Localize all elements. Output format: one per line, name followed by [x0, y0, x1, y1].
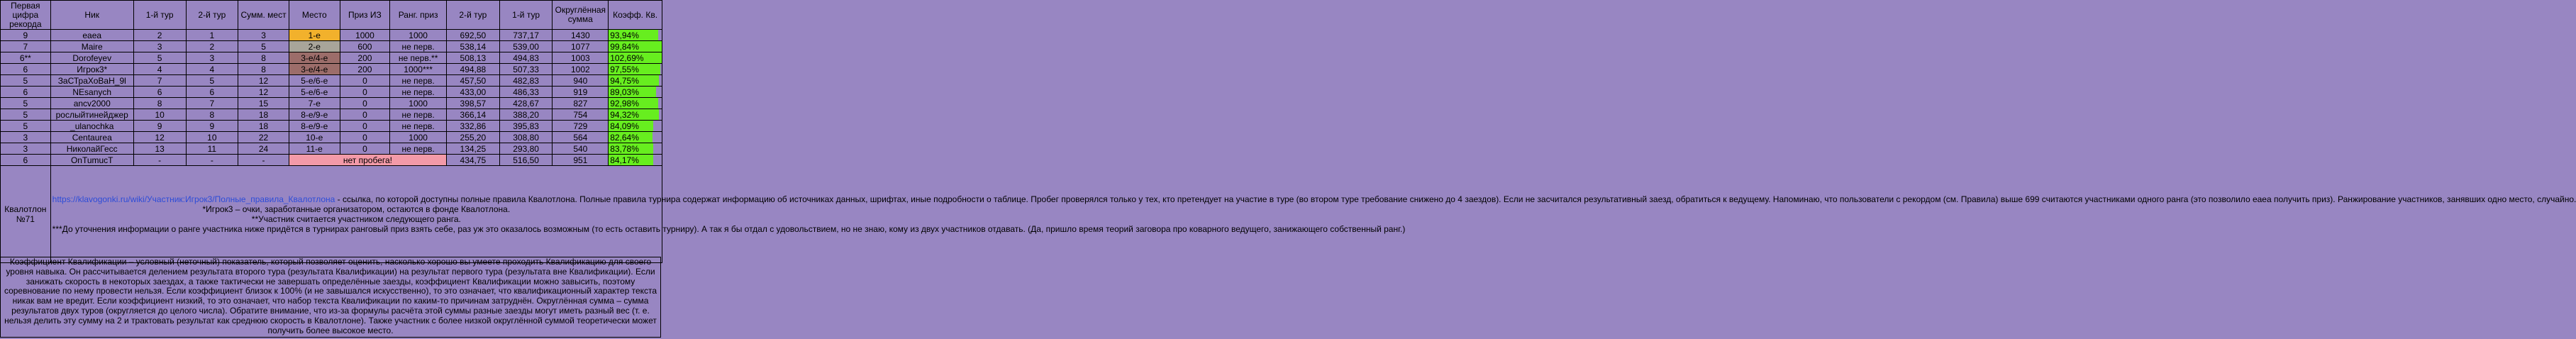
- prize: 0: [340, 87, 390, 98]
- note-1: *Игрок3 – очки, заработанные организатором, остаются в фонде Квалотлона.: [202, 204, 511, 214]
- record-digit: 3: [1, 132, 51, 143]
- rules-description: - ссылка, по которой доступны полные правила Квалотлона. Полные правила турнира содержат информацию об источниках данных, шрифтах, иные подробности о таблице. Пробег проверялся только у тех, кто претендует на участие в туре (во втором туре требование снижено до 4 заездов). Если не засчитался результативный заезд, обратиться к ведущему. Напоминаю, что пользователи с рекордом (см. Правила) выше 699 считаются участниками одного ранга (это позволило eaea получить приз). Ранжирование участников, занявших одно место, случайно.: [335, 194, 2576, 204]
- nickname: _ulanochka: [50, 121, 133, 132]
- rank-prize: не перв.: [390, 109, 447, 121]
- table-row: [1, 52, 662, 64]
- ratio-value: 82,64%: [610, 132, 639, 143]
- rank-prize: не перв.: [390, 75, 447, 87]
- tour1-result: 494,83: [499, 52, 553, 64]
- tour2-place: 2: [186, 41, 238, 52]
- rounded-sum: 951: [553, 155, 609, 166]
- tour1-place: 6: [133, 87, 186, 98]
- rank-prize: 1000: [390, 98, 447, 109]
- tour1-place: 9: [133, 121, 186, 132]
- ratio-cell: [609, 30, 662, 41]
- table-row: [1, 98, 662, 109]
- record-digit: 7: [1, 41, 51, 52]
- record-digit: 5: [1, 109, 51, 121]
- no-run-notice: нет пробега!: [289, 155, 446, 166]
- tour2-place: 6: [186, 87, 238, 98]
- column-header: 1-й тур: [499, 1, 553, 30]
- place-sum: -: [238, 155, 289, 166]
- tour1-result: 482,83: [499, 75, 553, 87]
- table-row: [1, 109, 662, 121]
- final-place: 7-е: [289, 98, 340, 109]
- tour2-place: 1: [186, 30, 238, 41]
- nickname: НиколайГесс: [50, 143, 133, 155]
- final-place: 11-е: [289, 143, 340, 155]
- prize: 0: [340, 109, 390, 121]
- place-sum: 5: [238, 41, 289, 52]
- rules-link[interactable]: https://klavogonki.ru/wiki/Участник:Игрок3/Полные_правила_Квалотлона: [52, 194, 335, 204]
- tour1-result: 737,17: [499, 30, 553, 41]
- rank-prize: не перв.: [390, 87, 447, 98]
- rounded-sum: 1002: [553, 64, 609, 75]
- final-place: 3-е/4-е: [289, 64, 340, 75]
- rounded-sum: 540: [553, 143, 609, 155]
- tour2-place: 3: [186, 52, 238, 64]
- tour2-place: -: [186, 155, 238, 166]
- record-digit: 3: [1, 143, 51, 155]
- ratio-cell: [609, 109, 662, 121]
- place-sum: 18: [238, 109, 289, 121]
- tour1-result: 388,20: [499, 109, 553, 121]
- tour1-place: 3: [133, 41, 186, 52]
- final-place: 5-е/6-е: [289, 87, 340, 98]
- nickname: ЗаСТраХоВаН_9l: [50, 75, 133, 87]
- tour1-result: 486,33: [499, 87, 553, 98]
- column-header: Округлённая сумма: [553, 1, 609, 30]
- record-digit: 6: [1, 64, 51, 75]
- record-digit: 6: [1, 87, 51, 98]
- table-row: [1, 30, 662, 41]
- ratio-value: 93,94%: [610, 30, 639, 40]
- rank-prize: не перв.**: [390, 52, 447, 64]
- tour1-result: 507,33: [499, 64, 553, 75]
- tour2-place: 10: [186, 132, 238, 143]
- rank-prize: не перв.: [390, 143, 447, 155]
- event-label: Квалотлон №71: [1, 166, 51, 263]
- ratio-cell: [609, 75, 662, 87]
- record-digit: 5: [1, 121, 51, 132]
- nickname: Maire: [50, 41, 133, 52]
- tour1-result: 293,80: [499, 143, 553, 155]
- ratio-cell: [609, 64, 662, 75]
- rounded-sum: 754: [553, 109, 609, 121]
- nickname: eaea: [50, 30, 133, 41]
- nickname: рослыйтинейджер: [50, 109, 133, 121]
- final-place: 2-е: [289, 41, 340, 52]
- rounded-sum: 564: [553, 132, 609, 143]
- column-header: Первая цифра рекорда: [1, 1, 51, 30]
- column-header: 2-й тур: [447, 1, 500, 30]
- ratio-cell: [609, 121, 662, 132]
- tour1-result: 516,50: [499, 155, 553, 166]
- nickname: Centaurea: [50, 132, 133, 143]
- rounded-sum: 1003: [553, 52, 609, 64]
- ratio-value: 94,32%: [610, 109, 639, 120]
- record-digit: 6: [1, 155, 51, 166]
- rounded-sum: 919: [553, 87, 609, 98]
- record-digit: 9: [1, 30, 51, 41]
- nickname: Dorofeyev: [50, 52, 133, 64]
- tour1-place: 2: [133, 30, 186, 41]
- tour1-result: 539,00: [499, 41, 553, 52]
- tour2-result: 366,14: [447, 109, 500, 121]
- note-3: ***До уточнения информации о ранге участника ниже придётся в турнирах ранговый приз взять себе, раз уж это оказалось возможным (то есть оставить турниру). А так я бы отдал с удовольствием, но не знаю, кому из двух участников отдавать. (Да, пришло время теорий заговора про коварного ведущего, занижающего собственный ранг.): [52, 224, 1406, 234]
- rank-prize: не перв.: [390, 121, 447, 132]
- column-header: 1-й тур: [133, 1, 186, 30]
- tour2-result: 332,86: [447, 121, 500, 132]
- tour2-result: 692,50: [447, 30, 500, 41]
- tour1-place: 8: [133, 98, 186, 109]
- ratio-cell: [609, 155, 662, 166]
- info-text: [50, 166, 2576, 263]
- nickname: ancv2000: [50, 98, 133, 109]
- tour2-result: 398,57: [447, 98, 500, 109]
- ratio-cell: [609, 132, 662, 143]
- tour1-result: 308,80: [499, 132, 553, 143]
- prize: 0: [340, 98, 390, 109]
- record-digit: 5: [1, 75, 51, 87]
- column-header: Ранг. приз: [390, 1, 447, 30]
- prize: 200: [340, 52, 390, 64]
- table-row: [1, 41, 662, 52]
- prize: 600: [340, 41, 390, 52]
- rounded-sum: 1430: [553, 30, 609, 41]
- tour2-place: 9: [186, 121, 238, 132]
- column-header: Коэфф. Кв.: [609, 1, 662, 30]
- ratio-value: 102,69%: [610, 52, 644, 63]
- tour2-result: 538,14: [447, 41, 500, 52]
- record-digit: 6**: [1, 52, 51, 64]
- table-row: [1, 132, 662, 143]
- tour1-result: 395,83: [499, 121, 553, 132]
- tour2-result: 434,75: [447, 155, 500, 166]
- column-header: Ник: [50, 1, 133, 30]
- ratio-value: 99,84%: [610, 41, 639, 52]
- ratio-value: 92,98%: [610, 98, 639, 109]
- note-2: **Участник считается участником следующего ранга.: [251, 214, 461, 224]
- prize: 0: [340, 75, 390, 87]
- rank-prize: 1000***: [390, 64, 447, 75]
- tour1-place: 4: [133, 64, 186, 75]
- table-row: [1, 121, 662, 132]
- tour1-result: 428,67: [499, 98, 553, 109]
- ratio-cell: [609, 98, 662, 109]
- header-row: [1, 1, 662, 30]
- tour1-place: 7: [133, 75, 186, 87]
- place-sum: 15: [238, 98, 289, 109]
- tour2-result: 494,88: [447, 64, 500, 75]
- table-row: [1, 75, 662, 87]
- ratio-value: 97,55%: [610, 64, 639, 74]
- place-sum: 24: [238, 143, 289, 155]
- tour2-result: 508,13: [447, 52, 500, 64]
- ratio-cell: [609, 41, 662, 52]
- tour2-result: 134,25: [447, 143, 500, 155]
- rounded-sum: 1077: [553, 41, 609, 52]
- tour2-place: 4: [186, 64, 238, 75]
- tour2-result: 255,20: [447, 132, 500, 143]
- final-place: 5-е/6-е: [289, 75, 340, 87]
- final-place: 8-е/9-е: [289, 121, 340, 132]
- table-row: [1, 64, 662, 75]
- tour2-place: 11: [186, 143, 238, 155]
- ratio-value: 94,75%: [610, 75, 639, 86]
- place-sum: 8: [238, 64, 289, 75]
- nickname: NEsanych: [50, 87, 133, 98]
- place-sum: 12: [238, 87, 289, 98]
- tour1-place: 13: [133, 143, 186, 155]
- ratio-cell: [609, 143, 662, 155]
- ratio-value: 84,09%: [610, 121, 639, 131]
- tour2-place: 7: [186, 98, 238, 109]
- tour1-place: 12: [133, 132, 186, 143]
- column-header: Место: [289, 1, 340, 30]
- table-row-no-run: [1, 155, 662, 166]
- final-place: 10-е: [289, 132, 340, 143]
- final-place: 3-е/4-е: [289, 52, 340, 64]
- column-header: Приз ИЗ: [340, 1, 390, 30]
- prize: 1000: [340, 30, 390, 41]
- rank-prize: 1000: [390, 132, 447, 143]
- tour2-place: 8: [186, 109, 238, 121]
- tour2-place: 5: [186, 75, 238, 87]
- rounded-sum: 940: [553, 75, 609, 87]
- rounded-sum: 827: [553, 98, 609, 109]
- place-sum: 3: [238, 30, 289, 41]
- table-row: [1, 87, 662, 98]
- record-digit: 5: [1, 98, 51, 109]
- tour2-result: 457,50: [447, 75, 500, 87]
- column-header: 2-й тур: [186, 1, 238, 30]
- final-place: 1-е: [289, 30, 340, 41]
- prize: 0: [340, 132, 390, 143]
- column-header: Сумм. мест: [238, 1, 289, 30]
- place-sum: 8: [238, 52, 289, 64]
- place-sum: 22: [238, 132, 289, 143]
- final-place: 8-е/9-е: [289, 109, 340, 121]
- rounded-sum: 729: [553, 121, 609, 132]
- prize: 0: [340, 143, 390, 155]
- table-row: [1, 143, 662, 155]
- rank-prize: 1000: [390, 30, 447, 41]
- prize: 200: [340, 64, 390, 75]
- ratio-cell: [609, 52, 662, 64]
- rank-prize: не перв.: [390, 41, 447, 52]
- place-sum: 18: [238, 121, 289, 132]
- nickname: Игрок3*: [50, 64, 133, 75]
- tour1-place: -: [133, 155, 186, 166]
- tour2-result: 433,00: [447, 87, 500, 98]
- info-row: [1, 166, 662, 263]
- ratio-cell: [609, 87, 662, 98]
- nickname: OnTumucT: [50, 155, 133, 166]
- tour1-place: 10: [133, 109, 186, 121]
- ratio-value: 89,03%: [610, 87, 639, 97]
- tour1-place: 5: [133, 52, 186, 64]
- coefficient-explanation: Коэффициент Квалификации – условный (неточный) показатель, который позволяет оценить, насколько хорошо вы умеете проходить Квалификацию для своего уровня навыка. Он рассчитывается делением результата второго тура (результата Квалификации) на результат первого тура (результата вне Квалификации). Если занижать скорость в некоторых заездах, а также тактически не завершать определённые заезды, коэффициент Квалификации можно завысить, поэтому соревнование по нему провести нельзя. Если коэффициент близок к 100% (и не завышался искусственно), то это означает, что квалификационный характер текста никак вам не вредит. Если коэффициент низкий, то это означает, что набор текста Квалификации по каким-то причинам затруднён. Округлённая сумма – сумма результатов двух туров (округляется до целого числа). Обратите внимание, что из-за формулы расчёта этой суммы разные заезды могут иметь разный вес (т. е. нельзя делить эту сумму на 2 и трактовать результат как среднюю скорость в Квалотлоне). Также участник с более низкой округлённой суммой теоретически может получить более высокое место.: [0, 257, 661, 338]
- prize: 0: [340, 121, 390, 132]
- ratio-value: 84,17%: [610, 155, 639, 165]
- ratio-value: 83,78%: [610, 143, 639, 154]
- place-sum: 12: [238, 75, 289, 87]
